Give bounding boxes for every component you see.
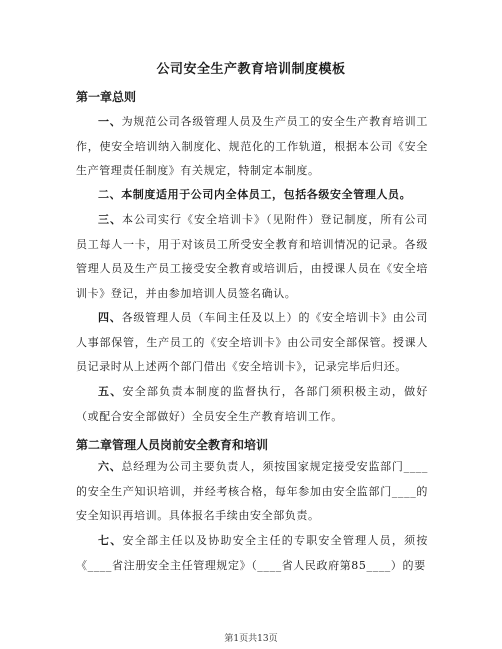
chapter-heading-1: 第一章总则 — [76, 90, 137, 104]
paragraph-number: 七、 — [98, 534, 123, 547]
page-title: 公司安全生产教育培训制度模板 — [156, 62, 346, 77]
paragraph-text: 总经理为公司主要负责人，须按国家规定接受安监部门____的安全生产知识培训，并经考核合格，每年参加由安全监部门____的安全知识再培训。具体报名手续由安全部负责。 — [76, 460, 428, 522]
paragraph-text: 各级管理人员（车间主任及以上）的《安全培训卡》由公司人事部保管，生产员工的《安全培训卡》由公司安全部保管。授课人员记录时从上述两个部门借出《安全培训卡》，记录完毕后归还。 — [76, 311, 428, 373]
paragraph-number: 四、 — [98, 311, 122, 324]
paragraph-number: 六、 — [98, 460, 122, 473]
paragraph-3 — [76, 208, 428, 306]
paragraph-4 — [76, 306, 428, 380]
paragraph-number: 三、 — [98, 213, 122, 226]
paragraph-text: 安全部负责本制度的监督执行，各部门须积极主动，做好（或配合安全部做好）全员安全生产教育培训工作。 — [76, 385, 429, 423]
paragraph-5 — [76, 380, 428, 429]
paragraph-text: 本制度适用于公司内全体员工，包括各级安全管理人员。 — [121, 188, 412, 201]
paragraph-text: 本公司实行《安全培训卡》（见附件）登记制度，所有公司员工每人一卡，用于对该员工所受安全教育和培训情况的记录。各级管理人员及生产员工接受安全教育或培训后，由授课人员在《安全培训卡》登记，并由参加培训人员签名确认。 — [76, 213, 428, 300]
paragraph-number: 二、 — [98, 188, 122, 201]
paragraph-text: 安全部主任以及协助安全主任的专职安全管理人员，须按《____省注册安全主任管理规定》（____省人民政府第85____）的要 — [76, 534, 429, 572]
paragraph-1 — [76, 110, 428, 184]
paragraph-number: 五、 — [98, 385, 123, 398]
paragraph-7 — [76, 529, 428, 578]
chapter-heading-2: 第二章管理人员岗前安全教育和培训 — [76, 438, 269, 452]
paragraph-text: 为规范公司各级管理人员及生产员工的安全生产教育培训工作，使安全培训纳入制度化、规范化的工作轨道，根据本公司《安全生产管理责任制度》有关规定，特制定本制度。 — [76, 115, 428, 177]
paragraph-6 — [76, 455, 428, 529]
page-footer: 第1页共13页 — [224, 634, 278, 644]
paragraph-number: 一、 — [98, 115, 122, 128]
paragraph-2 — [76, 183, 428, 208]
